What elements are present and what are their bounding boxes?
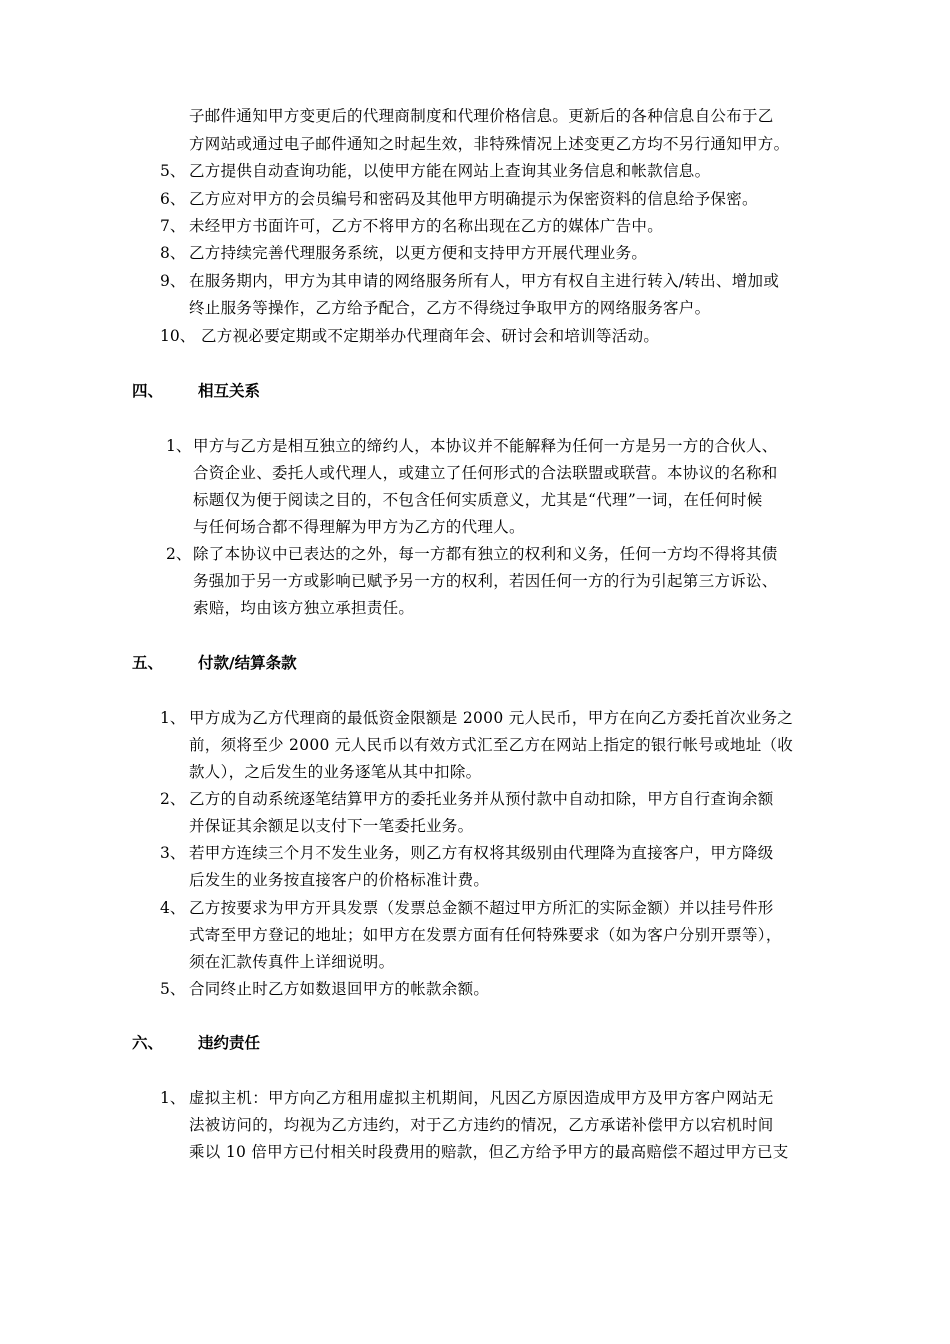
item-number: 8、 <box>160 244 186 262</box>
section-title: 违约责任 <box>198 1034 261 1052</box>
item-text: 甲方成为乙方代理商的最低资金限额是 2000 元人民币，甲方在向乙方委托首次业务之 <box>189 709 794 727</box>
item-number: 1、 <box>160 1089 186 1107</box>
item-text: 合同终止时乙方如数退回甲方的帐款余额。 <box>189 980 490 998</box>
intro-line-2: 方网站或通过电子邮件通知之时起生效，非特殊情况上述变更乙方均不另行通知甲方。 <box>189 135 790 153</box>
item-text: 终止服务等操作，乙方给予配合，乙方不得绕过争取甲方的网络服务客户。 <box>189 299 711 317</box>
item-text: 须在汇款传真件上详细说明。 <box>189 953 395 971</box>
item-text: 务强加于另一方或影响已赋予另一方的权利，若因任何一方的行为引起第三方诉讼、 <box>193 572 778 590</box>
item-text: 并保证其余额足以支付下一笔委托业务。 <box>189 817 474 835</box>
item-text: 乙方应对甲方的会员编号和密码及其他甲方明确提示为保密资料的信息给予保密。 <box>189 190 758 208</box>
item-number: 2、 <box>160 790 186 808</box>
item-text: 乙方视必要定期或不定期举办代理商年会、研讨会和培训等活动。 <box>201 327 660 345</box>
item-text: 合资企业、委托人或代理人，或建立了任何形式的合法联盟或联营。本协议的名称和 <box>193 464 778 482</box>
item-number: 5、 <box>160 980 186 998</box>
item-text: 款人），之后发生的业务逐笔从其中扣除。 <box>189 763 482 781</box>
item-text: 乙方的自动系统逐笔结算甲方的委托业务并从预付款中自动扣除，甲方自行查询余额 <box>189 790 774 808</box>
section-title: 付款/结算条款 <box>198 654 297 672</box>
item-text: 后发生的业务按直接客户的价格标准计费。 <box>189 871 490 889</box>
item-text: 除了本协议中已表达的之外，每一方都有独立的权利和义务，任何一方均不得将其债 <box>193 545 778 563</box>
item-text: 式寄至甲方登记的地址；如甲方在发票方面有任何特殊要求（如为客户分别开票等）， <box>189 926 782 944</box>
intro-line-1: 子邮件通知甲方变更后的代理商制度和代理价格信息。更新后的各种信息自公布于乙 <box>189 107 774 125</box>
item-text: 乙方提供自动查询功能，以使甲方能在网站上查询其业务信息和帐款信息。 <box>189 162 711 180</box>
item-text: 虚拟主机：甲方向乙方租用虚拟主机期间，凡因乙方原因造成甲方及甲方客户网站无 <box>189 1089 774 1107</box>
item-text: 前，须将至少 2000 元人民币以有效方式汇至乙方在网站上指定的银行帐号或地址（收 <box>189 736 794 754</box>
section-number: 六、 <box>132 1034 164 1052</box>
item-text: 若甲方连续三个月不发生业务，则乙方有权将其级别由代理降为直接客户，甲方降级 <box>189 844 774 862</box>
item-text: 在服务期内，甲方为其申请的网络服务所有人，甲方有权自主进行转入/转出、增加或 <box>189 272 780 290</box>
item-number: 3、 <box>160 844 186 862</box>
item-text: 乙方按要求为甲方开具发票（发票总金额不超过甲方所汇的实际金额）并以挂号件形 <box>189 899 774 917</box>
item-number: 6、 <box>160 190 186 208</box>
item-number: 10、 <box>160 327 196 345</box>
item-number: 4、 <box>160 899 186 917</box>
item-text: 标题仅为便于阅读之目的，不包含任何实质意义，尤其是“代理”一词，在任何时候 <box>193 491 763 509</box>
item-number: 1、 <box>166 437 192 455</box>
item-number: 9、 <box>160 272 186 290</box>
section-number: 五、 <box>132 654 164 672</box>
item-text: 法被访问的，均视为乙方违约，对于乙方违约的情况，乙方承诺补偿甲方以宕机时间 <box>189 1116 774 1134</box>
item-number: 5、 <box>160 162 186 180</box>
item-text: 甲方与乙方是相互独立的缔约人，本协议并不能解释为任何一方是另一方的合伙人、 <box>193 437 778 455</box>
section-number: 四、 <box>132 382 164 400</box>
item-number: 1、 <box>160 709 186 727</box>
item-text: 乙方持续完善代理服务系统，以更方便和支持甲方开展代理业务。 <box>189 244 648 262</box>
item-number: 2、 <box>166 545 192 563</box>
section-title: 相互关系 <box>198 382 261 400</box>
item-text: 与任何场合都不得理解为甲方为乙方的代理人。 <box>193 518 525 536</box>
item-text: 乘以 10 倍甲方已付相关时段费用的赔款，但乙方给予甲方的最高赔偿不超过甲方已支 <box>189 1143 789 1161</box>
item-text: 索赔，均由该方独立承担责任。 <box>193 599 415 617</box>
item-text: 未经甲方书面许可，乙方不将甲方的名称出现在乙方的媒体广告中。 <box>189 217 664 235</box>
item-number: 7、 <box>160 217 186 235</box>
